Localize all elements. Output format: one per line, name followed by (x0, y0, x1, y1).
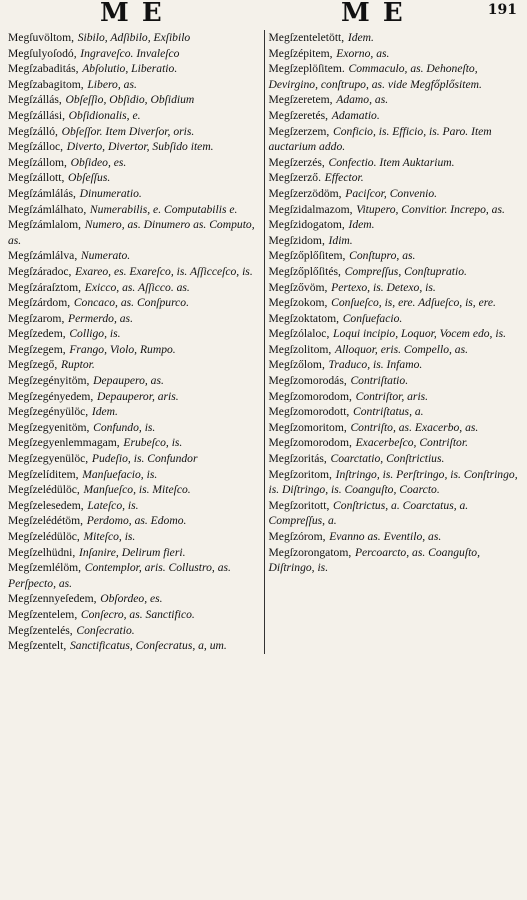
headword: Megſzerzem, (268, 124, 330, 138)
dictionary-entry (8, 155, 260, 171)
headword: Megſzőlom, (268, 358, 325, 372)
headword: Megſzegényitöm, (8, 374, 90, 388)
latin-definition: Inſanire, Delirum fieri. (78, 545, 186, 559)
dictionary-entry (269, 373, 522, 389)
latin-definition: Contriſto, as. Exacerbo, as. (350, 420, 479, 434)
running-head-left: M E (100, 0, 164, 28)
headword: Megſzegyenülöc, (8, 452, 89, 466)
dictionary-entry (269, 295, 522, 311)
dictionary-entry (269, 311, 522, 327)
dictionary-entry (8, 77, 260, 93)
page-number: 191 (487, 2, 517, 18)
headword: Megſzővöm, (268, 280, 328, 294)
latin-definition: Effector. (324, 171, 364, 185)
headword: Megſzámlálás, (8, 186, 76, 200)
dictionary-entry (269, 186, 522, 202)
latin-definition: Ruptor. (60, 358, 95, 372)
dictionary-entry (269, 280, 522, 296)
dictionary-entry (269, 357, 522, 373)
latin-definition: Diverto, Divertor, Subſido item. (66, 140, 214, 154)
dictionary-entry (269, 342, 522, 358)
latin-definition: Abſolutio, Liberatio. (82, 62, 178, 76)
dictionary-entry (269, 61, 522, 92)
dictionary-entry (8, 467, 260, 483)
dictionary-entry (269, 529, 522, 545)
dictionary-entry (8, 61, 260, 77)
dictionary-entry (269, 46, 522, 62)
headword: Megſzállom, (8, 155, 67, 169)
latin-definition: Obſidionalis, e. (68, 108, 141, 122)
latin-definition: Lateſco, is. (87, 498, 139, 512)
latin-definition: Pudeſio, is. Confundor (91, 452, 198, 466)
dictionary-entry (8, 202, 260, 218)
latin-definition: Idim. (328, 233, 353, 247)
latin-definition: Inſtringo, is. Perſtringo, is. Conſtringo, is. Diſtringo, is. Coanguſto, Coarcto. (268, 467, 518, 497)
headword: Megſzámlalom, (8, 218, 82, 232)
latin-definition: Exorno, as. (336, 46, 390, 60)
dictionary-entry (269, 248, 522, 264)
headword: Megſzegényedem, (8, 389, 94, 403)
headword: Megſzegyenitöm, (8, 420, 90, 434)
latin-definition: Traduco, is. Infamo. (328, 358, 423, 372)
dictionary-entry (269, 233, 522, 249)
dictionary-entry (8, 623, 260, 639)
dictionary-entry (8, 404, 260, 420)
headword: Megſzegő, (8, 358, 58, 372)
dictionary-entry (8, 389, 260, 405)
headword: Megſzarom, (8, 311, 65, 325)
dictionary-entry (269, 545, 522, 576)
latin-definition: Pertexo, is. Detexo, is. (331, 280, 436, 294)
headword: Megſzelesedem, (8, 498, 84, 512)
latin-definition: Libero, as. (87, 77, 137, 91)
headword: Megſzoktatom, (268, 311, 340, 325)
latin-definition: Depaupero, as. (93, 374, 164, 388)
latin-definition: Idem. (348, 218, 375, 232)
dictionary-entry (8, 513, 260, 529)
headword: Megſzólaloc, (268, 327, 330, 341)
latin-definition: Confundo, is. (93, 420, 156, 434)
dictionary-entry (269, 124, 522, 155)
headword: Megſzeretés, (268, 108, 329, 122)
headword: Megſzelíditem, (8, 467, 79, 481)
latin-definition: Loqui incipio, Loquor, Vocem edo, is. (333, 327, 506, 341)
latin-definition: Adamatio. (331, 108, 380, 122)
dictionary-columns (8, 30, 521, 654)
latin-definition: Conſtrictus, a. Coarctatus, a. Compreſſus, a. (268, 498, 469, 528)
dictionary-entry (8, 124, 260, 140)
latin-definition: Exareo, es. Exareſco, is. Aſſicceſco, is. (75, 264, 253, 278)
headword: Megſzelédülöc, (8, 530, 80, 543)
dictionary-entry (8, 420, 260, 436)
headword: Megſzidalmazom, (268, 202, 353, 216)
headword: Megſzállási, (8, 108, 65, 122)
headword: Megſzelédétöm, (8, 514, 84, 528)
latin-definition: Numero, as. Dinumero as. Computo, as. (8, 218, 255, 247)
dictionary-entry (8, 342, 260, 358)
dictionary-entry (269, 404, 522, 420)
headword: Megſzőplőſitem, (268, 249, 346, 263)
latin-definition: Contriſtatio. (350, 374, 409, 388)
latin-definition: Miteſco, is. (83, 530, 136, 543)
latin-definition: Percoarcto, as. Coanguſto, Diſtringo, is. (268, 545, 480, 575)
dictionary-entry (8, 30, 260, 46)
headword: Megſzoritom, (268, 467, 332, 481)
dictionary-entry (8, 498, 260, 514)
headword: Megſzomorodom, (268, 436, 352, 450)
latin-definition: Idem. (347, 31, 374, 44)
dictionary-entry (269, 202, 522, 218)
headword: Megſzőplőſités, (268, 264, 341, 278)
latin-definition: Manſuefacio, is. (82, 467, 158, 481)
latin-definition: Manſueſco, is. Miteſco. (83, 483, 191, 497)
latin-definition: Ingraveſco. Invaleſco (80, 46, 180, 60)
headword: Megſzemlélöm, (8, 561, 82, 575)
headword: Megſzálloc, (8, 140, 64, 154)
headword: Megſzomoritom, (268, 420, 347, 434)
dictionary-entry (8, 46, 260, 62)
headword: Megſzomorodás, (268, 374, 347, 388)
dictionary-entry (8, 280, 260, 296)
latin-definition: Commaculo, as. Dehoneſto, Devirgino, conſtrupo, as. vide Megfőplősitem. (268, 62, 482, 91)
dictionary-entry (8, 435, 260, 451)
latin-definition: Alloquor, eris. Compello, as. (334, 342, 468, 356)
dictionary-entry (8, 108, 260, 124)
headword: Megſzerző. (268, 171, 321, 185)
dictionary-entry (8, 295, 260, 311)
latin-definition: Conſecro, as. Sanctifico. (80, 607, 195, 621)
running-head-right: M E (341, 0, 405, 28)
dictionary-entry (269, 467, 522, 498)
latin-definition: Numerato. (80, 249, 131, 263)
headword: Megſzokom, (268, 296, 328, 310)
dictionary-entry (8, 529, 260, 545)
headword: Megſzállás, (8, 93, 62, 107)
dictionary-entry (269, 420, 522, 436)
dictionary-entry (8, 357, 260, 373)
latin-definition: Obſeſſor. Item Diverſor, oris. (61, 124, 195, 138)
latin-definition: Evanno as. Eventilo, as. (329, 530, 442, 543)
headword: Megſulyoſodó, (8, 46, 77, 60)
headword: Megſzerzödöm, (268, 186, 342, 200)
dictionary-entry (269, 451, 522, 467)
latin-definition: Conſueſco, is, ere. Adſueſco, is, ere. (331, 296, 496, 310)
dictionary-entry (269, 326, 522, 342)
headword: Megſzáraſztom, (8, 280, 82, 294)
dictionary-entry (269, 108, 522, 124)
latin-definition: Conſtupro, as. (349, 249, 416, 263)
dictionary-entry (269, 389, 522, 405)
headword: Megſzentelem, (8, 607, 78, 621)
dictionary-entry (8, 545, 260, 561)
left-column (8, 30, 265, 654)
headword: Megſzerzés, (268, 155, 325, 169)
headword: Megſzegényülöc, (8, 405, 89, 419)
headword: Megſzeretem, (268, 93, 333, 107)
headword: Megſzabaditás, (8, 62, 79, 76)
dictionary-entry (8, 591, 260, 607)
dictionary-entry (8, 139, 260, 155)
dictionary-entry (8, 311, 260, 327)
page-header (8, 0, 521, 30)
headword: Megſzegyenlemmagam, (8, 436, 120, 450)
headword: Megſzomorodom, (268, 389, 352, 403)
latin-definition: Conficio, is. Efficio, is. Paro. Item auctarium addo. (268, 124, 492, 154)
headword: Megſzorongatom, (268, 545, 352, 559)
dictionary-entry (8, 170, 260, 186)
right-column (265, 30, 522, 654)
latin-definition: Coarctatio, Conſtrictius. (330, 452, 445, 466)
headword: Megſzentelés, (8, 623, 73, 637)
latin-definition: Obſideo, es. (70, 155, 127, 169)
latin-definition: Conſecratio. (76, 623, 135, 637)
headword: Megſzállott, (8, 171, 65, 185)
headword: Megſzoritott, (268, 498, 330, 512)
dictionary-entry (8, 264, 260, 280)
latin-definition: Colligo, is. (69, 327, 121, 341)
latin-definition: Vitupero, Convitior. Increpo, as. (356, 202, 505, 216)
latin-definition: Conſuefacio. (342, 311, 403, 325)
dictionary-entry (8, 451, 260, 467)
latin-definition: Erubeſco, is. (123, 436, 183, 450)
latin-definition: Idem. (91, 405, 118, 419)
headword: Megſzomorodott, (268, 405, 350, 419)
latin-definition: Sanctificatus, Conſecratus, a, um. (69, 639, 227, 653)
dictionary-entry (269, 264, 522, 280)
headword: Megſzámlálhato, (8, 202, 87, 216)
headword: Megſzórom, (268, 530, 326, 543)
headword: Megſzidogatom, (268, 218, 345, 232)
dictionary-entry (8, 482, 260, 498)
dictionary-entry (8, 560, 260, 591)
dictionary-entry (8, 326, 260, 342)
headword: Megſzáradoc, (8, 264, 72, 278)
latin-definition: Dinumeratio. (79, 186, 142, 200)
headword: Megſzegem, (8, 342, 66, 356)
latin-definition: Obſordeo, es. (100, 592, 163, 606)
headword: Megſzentelt, (8, 639, 67, 653)
latin-definition: Obſeſſus. (68, 171, 111, 185)
dictionary-entry (8, 186, 260, 202)
dictionary-entry (269, 155, 522, 171)
dictionary-entry (8, 92, 260, 108)
dictionary-entry (269, 217, 522, 233)
latin-definition: Perdomo, as. Edomo. (86, 514, 187, 528)
headword: Megſzennyeſedem, (8, 592, 97, 606)
headword: Megſzálló, (8, 124, 58, 138)
latin-definition: Adamo, as. (336, 93, 389, 107)
latin-definition: Contriſtor, aris. (355, 389, 429, 403)
latin-definition: Depauperor, aris. (97, 389, 179, 403)
headword: Megſzedem, (8, 327, 66, 341)
dictionary-entry (269, 170, 522, 186)
headword: Megſzabagitom, (8, 77, 84, 91)
dictionary-entry (269, 498, 522, 529)
latin-definition: Confectio. Item Auktarium. (328, 155, 455, 169)
latin-definition: Exicco, as. Aſſicco. as. (84, 280, 190, 294)
dictionary-entry (8, 373, 260, 389)
dictionary-entry (269, 435, 522, 451)
latin-definition: Concaco, as. Conſpurco. (73, 296, 190, 310)
dictionary-entry (269, 30, 522, 46)
dictionary-entry (269, 92, 522, 108)
latin-definition: Permerdo, as. (68, 311, 133, 325)
latin-definition: Contemplor, aris. Collustro, as. Perſpecto, as. (8, 561, 231, 590)
headword: Megſzelhüdni, (8, 545, 76, 559)
latin-definition: Frango, Violo, Rumpo. (69, 342, 176, 356)
dictionary-entry (8, 638, 260, 654)
dictionary-entry (8, 248, 260, 264)
headword: Megſzeplöſitem. (268, 62, 345, 76)
dictionary-entry (8, 217, 260, 248)
latin-definition: Paciſcor, Convenio. (345, 186, 438, 200)
dictionary-entry (8, 607, 260, 623)
headword: Megſuvöltom, (8, 31, 75, 44)
headword: Megſzidom, (268, 233, 325, 247)
latin-definition: Exacerbeſco, Contriſtor. (355, 436, 468, 450)
headword: Megſzolitom, (268, 342, 332, 356)
latin-definition: Obſeſſio, Obſidio, Obſidium (65, 93, 195, 107)
headword: Megſzenteletött, (268, 31, 345, 44)
headword: Megſzárdom, (8, 296, 71, 310)
latin-definition: Compreſſus, Conſtupratio. (344, 264, 467, 278)
headword: Megſzoritás, (268, 452, 327, 466)
headword: Megſzámlálva, (8, 249, 78, 263)
headword: Megſzépitem, (268, 46, 333, 60)
latin-definition: Contriſtatus, a. (353, 405, 424, 419)
latin-definition: Sibilo, Adſibilo, Exſibilo (77, 31, 191, 44)
latin-definition: Numerabilis, e. Computabilis e. (89, 202, 238, 216)
headword: Megſzelédülöc, (8, 483, 80, 497)
